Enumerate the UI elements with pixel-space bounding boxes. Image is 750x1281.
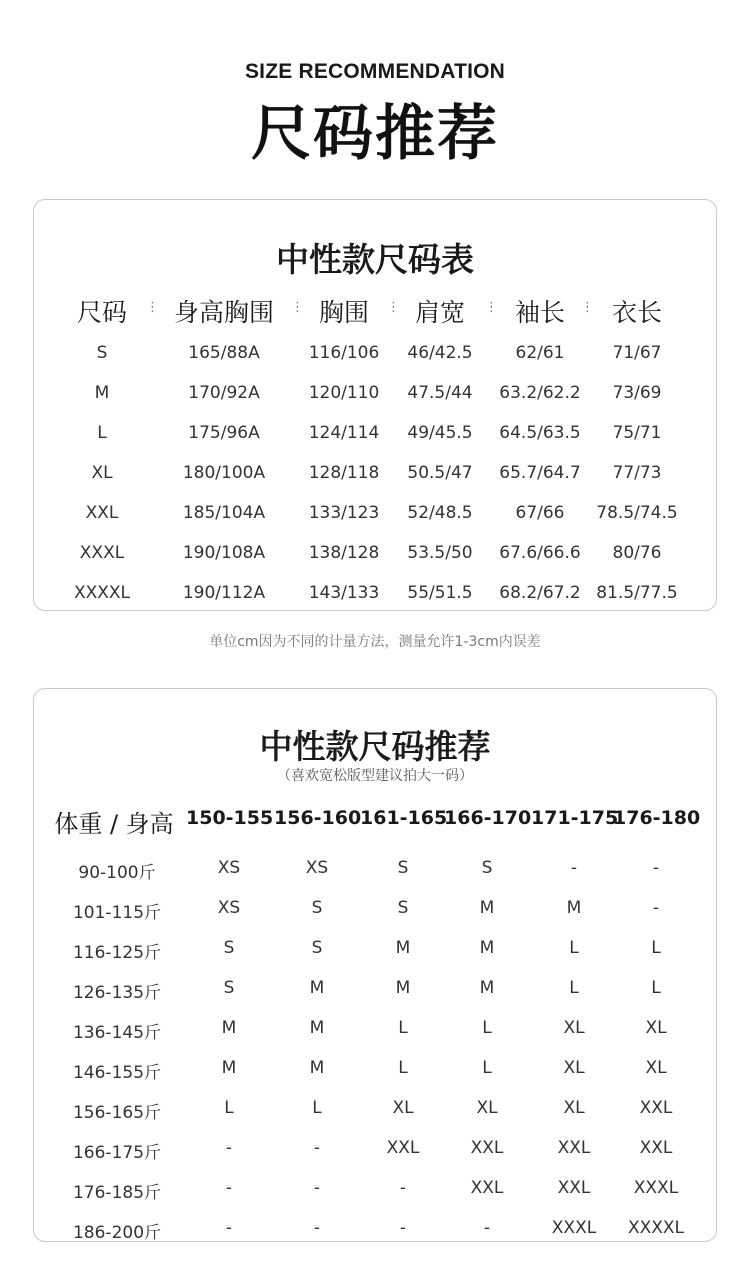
table-cell: 190/112A xyxy=(182,583,266,603)
table-cell: L xyxy=(97,423,107,443)
weight-row-label: 116-125斤 xyxy=(72,943,162,963)
size-cell: XXL xyxy=(639,1138,673,1158)
table-cell: 53.5/50 xyxy=(407,543,473,563)
size-cell: M xyxy=(221,1018,237,1038)
size-cell: M xyxy=(566,898,582,918)
size-cell: M xyxy=(479,898,495,918)
size-cell: M xyxy=(221,1058,237,1078)
size-cell: S xyxy=(311,898,323,918)
size-chart-title: 中性款尺码表 xyxy=(276,240,474,279)
table-cell: 128/118 xyxy=(308,463,380,483)
size-cell: XL xyxy=(563,1058,585,1078)
column-header: 衣长 xyxy=(611,298,662,327)
size-cell: XXXL xyxy=(633,1178,679,1198)
height-column-header: 166-170 xyxy=(444,807,532,829)
size-cell: - xyxy=(483,1218,491,1238)
size-cell: XXL xyxy=(557,1178,591,1198)
size-cell: - xyxy=(313,1178,321,1198)
weight-row-label: 101-115斤 xyxy=(72,903,162,923)
column-separator: ⋮ xyxy=(146,300,159,315)
size-cell: XXL xyxy=(639,1098,673,1118)
size-cell: XL xyxy=(563,1098,585,1118)
size-cell: - xyxy=(225,1138,233,1158)
size-cell: XXL xyxy=(557,1138,591,1158)
column-separator: ⋮ xyxy=(581,300,594,315)
table-cell: S xyxy=(96,343,108,363)
size-cell: L xyxy=(398,1058,408,1078)
weight-row-label: 156-165斤 xyxy=(72,1103,162,1123)
table-cell: 47.5/44 xyxy=(407,383,473,403)
table-cell: 67.6/66.6 xyxy=(499,543,581,563)
size-cell: L xyxy=(398,1018,408,1038)
page-title-english: SIZE RECOMMENDATION xyxy=(244,60,506,83)
height-column-header: 150-155 xyxy=(186,807,274,829)
table-cell: XXXL xyxy=(79,543,125,563)
table-cell: 50.5/47 xyxy=(407,463,473,483)
table-cell: 49/45.5 xyxy=(407,423,473,443)
size-cell: XXXL xyxy=(551,1218,597,1238)
size-cell: XL xyxy=(645,1018,667,1038)
size-cell: S xyxy=(311,938,323,958)
table-cell: 73/69 xyxy=(612,383,662,403)
table-cell: 165/88A xyxy=(188,343,260,363)
weight-row-label: 90-100斤 xyxy=(78,863,156,883)
corner-label: 体重 / 身高 xyxy=(54,810,174,838)
size-cell: - xyxy=(225,1178,233,1198)
table-cell: 67/66 xyxy=(515,503,565,523)
table-cell: 52/48.5 xyxy=(407,503,473,523)
column-header: 肩宽 xyxy=(414,298,465,327)
size-cell: XXL xyxy=(386,1138,420,1158)
column-separator: ⋮ xyxy=(485,300,498,315)
weight-row-label: 186-200斤 xyxy=(72,1223,162,1243)
column-separator: ⋮ xyxy=(291,300,304,315)
table-cell: 71/67 xyxy=(612,343,662,363)
size-recommend-card xyxy=(33,688,717,1242)
size-cell: XS xyxy=(217,858,241,878)
table-cell: XXXXL xyxy=(73,583,131,603)
height-column-header: 156-160 xyxy=(274,807,362,829)
size-cell: S xyxy=(397,898,409,918)
height-column-header: 171-175 xyxy=(531,807,619,829)
size-recommend-subtitle: （喜欢宽松版型建议拍大一码） xyxy=(277,768,473,784)
size-cell: - xyxy=(399,1218,407,1238)
size-cell: XL xyxy=(645,1058,667,1078)
table-cell: 68.2/67.2 xyxy=(499,583,581,603)
size-cell: M xyxy=(479,938,495,958)
size-cell: L xyxy=(312,1098,322,1118)
size-cell: S xyxy=(397,858,409,878)
size-cell: L xyxy=(482,1058,492,1078)
size-cell: - xyxy=(652,858,660,878)
size-cell: L xyxy=(651,938,661,958)
size-cell: XS xyxy=(217,898,241,918)
table-cell: 80/76 xyxy=(612,543,662,563)
size-cell: S xyxy=(223,978,235,998)
size-cell: XXXXL xyxy=(627,1218,685,1238)
table-cell: 133/123 xyxy=(308,503,380,523)
weight-row-label: 126-135斤 xyxy=(72,983,162,1003)
size-cell: M xyxy=(395,938,411,958)
size-cell: XL xyxy=(563,1018,585,1038)
height-column-header: 176-180 xyxy=(613,807,701,829)
size-recommend-title: 中性款尺码推荐 xyxy=(259,727,491,766)
table-cell: 143/133 xyxy=(308,583,380,603)
size-cell: - xyxy=(313,1218,321,1238)
page-title: 尺码推荐 xyxy=(251,99,499,169)
column-header: 身高胸围 xyxy=(173,298,274,327)
size-cell: - xyxy=(399,1178,407,1198)
size-cell: M xyxy=(479,978,495,998)
size-cell: S xyxy=(223,938,235,958)
table-cell: 190/108A xyxy=(182,543,266,563)
size-cell: XS xyxy=(305,858,329,878)
table-cell: 77/73 xyxy=(612,463,662,483)
table-cell: 185/104A xyxy=(182,503,266,523)
size-cell: - xyxy=(313,1138,321,1158)
table-cell: 138/128 xyxy=(308,543,380,563)
table-cell: 78.5/74.5 xyxy=(596,503,678,523)
weight-row-label: 176-185斤 xyxy=(72,1183,162,1203)
size-chart-card xyxy=(33,199,717,611)
size-cell: M xyxy=(309,1018,325,1038)
weight-row-label: 146-155斤 xyxy=(72,1063,162,1083)
size-cell: XXL xyxy=(470,1178,504,1198)
size-cell: - xyxy=(225,1218,233,1238)
size-cell: L xyxy=(569,978,579,998)
size-cell: S xyxy=(481,858,493,878)
table-cell: 120/110 xyxy=(308,383,380,403)
table-cell: 180/100A xyxy=(182,463,266,483)
size-cell: M xyxy=(309,1058,325,1078)
size-cell: XL xyxy=(392,1098,414,1118)
column-header: 袖长 xyxy=(514,298,565,327)
size-cell: - xyxy=(652,898,660,918)
column-separator: ⋮ xyxy=(387,300,400,315)
table-cell: 81.5/77.5 xyxy=(596,583,678,603)
size-cell: L xyxy=(224,1098,234,1118)
table-cell: 55/51.5 xyxy=(407,583,473,603)
column-header: 尺码 xyxy=(76,298,127,327)
measurement-note: 单位cm因为不同的计量方法，测量允许1-3cm内误差 xyxy=(209,634,541,650)
table-cell: 170/92A xyxy=(188,383,260,403)
table-cell: 116/106 xyxy=(308,343,380,363)
table-cell: 124/114 xyxy=(308,423,380,443)
size-cell: M xyxy=(395,978,411,998)
size-cell: - xyxy=(570,858,578,878)
table-cell: 46/42.5 xyxy=(407,343,473,363)
size-cell: XL xyxy=(476,1098,498,1118)
table-cell: M xyxy=(94,383,110,403)
height-column-header: 161-165 xyxy=(360,807,448,829)
size-cell: L xyxy=(482,1018,492,1038)
table-cell: 75/71 xyxy=(612,423,662,443)
column-header: 胸围 xyxy=(318,298,369,327)
size-cell: L xyxy=(569,938,579,958)
table-cell: 62/61 xyxy=(515,343,565,363)
weight-row-label: 136-145斤 xyxy=(72,1023,162,1043)
size-cell: M xyxy=(309,978,325,998)
size-cell: XXL xyxy=(470,1138,504,1158)
table-cell: XL xyxy=(91,463,113,483)
table-cell: 64.5/63.5 xyxy=(499,423,581,443)
size-cell: L xyxy=(651,978,661,998)
table-cell: 63.2/62.2 xyxy=(499,383,581,403)
weight-row-label: 166-175斤 xyxy=(72,1143,162,1163)
table-cell: XXL xyxy=(85,503,119,523)
table-cell: 65.7/64.7 xyxy=(499,463,581,483)
table-cell: 175/96A xyxy=(188,423,260,443)
